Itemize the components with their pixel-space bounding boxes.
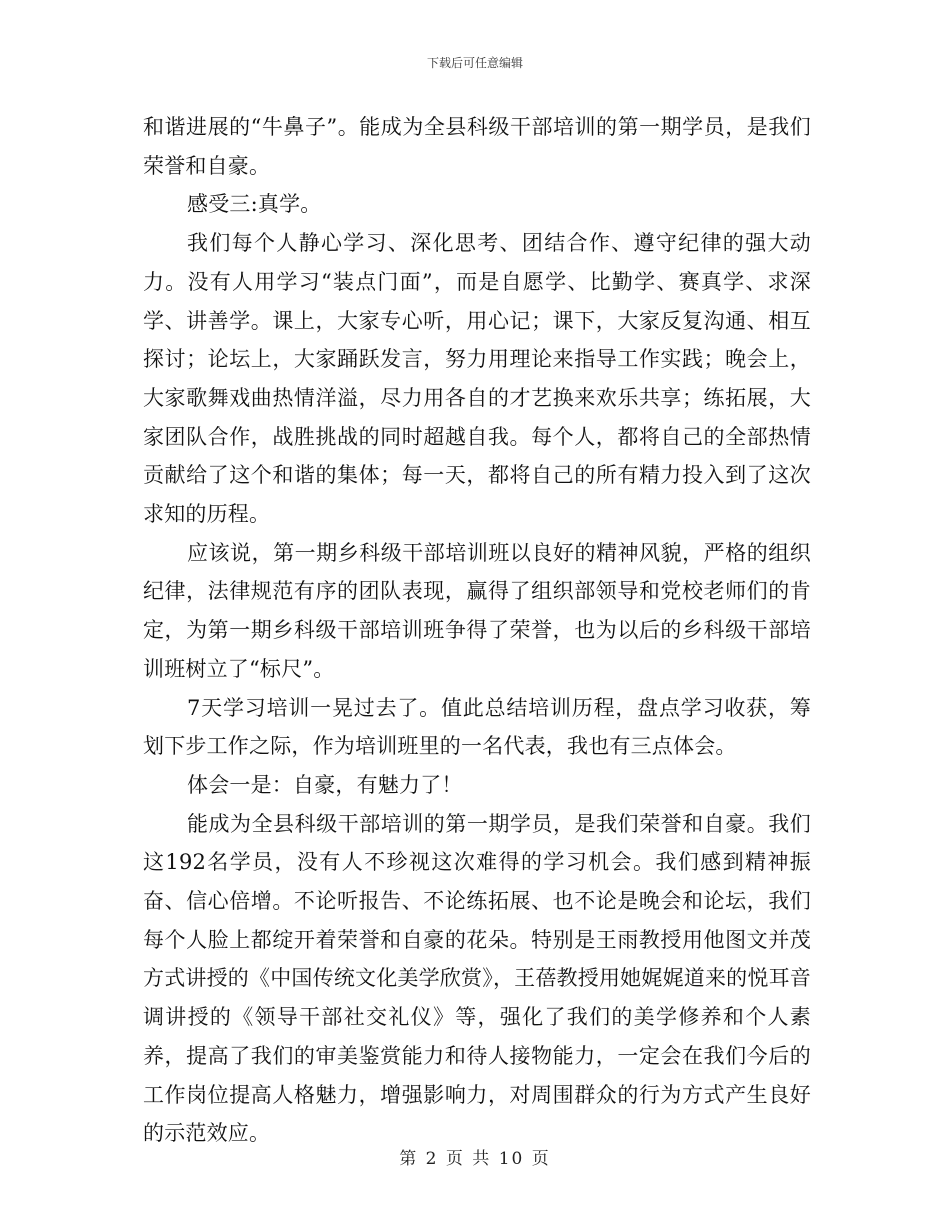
page-header: 下载后可任意编辑 [426, 56, 523, 70]
paragraph-pride-charm: 能成为全县科级干部培训的第一期学员，是我们荣誉和自豪。我们这192名学员，没有人不珍视这次难得的学习机会。我们感到精神振奋、信心倍增。不论听报告、不论练拓展、也不论是晚会和论坛，我们每个人脸上都绽开着荣誉和自豪的花朵。特别是王雨教授用他图文并茂方式讲授的《中国传统文化美学欣赏》，王蓓教授用她娓娓道来的悦耳音调讲授的《领导干部社交礼仪》等，强化了我们的美学修养和个人素养，提高了我们的审美鉴赏能力和待人接物能力，一定会在我们今后的工作岗位提高人格魅力，增强影响力，对周围群众的行为方式产生良好的示范效应。 [143, 811, 811, 1146]
paragraph-study-dynamics: 我们每个人静心学习、深化思考、团结合作、遵守纪律的强大动力。没有人用学习“装点门面”，而是自愿学、比勤学、赛真学、求深学、讲善学。课上，大家专心听，用心记；课下，大家反复沟通、相互探讨；论坛上，大家踊跃发言，努力用理论来指导工作实践；晚会上，大家歌舞戏曲热情洋溢，尽力用各自的才艺换来欢乐共享；练拓展，大家团队合作，战胜挑战的同时超越自我。每个人，都将自己的全部热情贡献给了这个和谐的集体；每一天，都将自己的所有精力投入到了这次求知的历程。 [143, 231, 811, 527]
paragraph-seven-days: 7天学习培训一晃过去了。值此总结培训历程，盘点学习收获，筹划下步工作之际，作为培训班里的一名代表，我也有三点体会。 [143, 695, 811, 759]
paragraph-continued: 和谐进展的“牛鼻子”。能成为全县科级干部培训的第一期学员，是我们荣誉和自豪。 [143, 115, 811, 178]
body-text [143, 108, 811, 1153]
paragraph-summary-praise: 应该说，第一期乡科级干部培训班以良好的精神风貌，严格的组织纪律，法律规范有序的团队表现，赢得了组织部领导和党校老师们的肯定，为第一期乡科级干部培训班争得了荣誉，也为以后的乡科级干部培训班树立了“标尺”。 [143, 540, 811, 681]
paragraph-heading-feeling-three: 感受三:真学。 [187, 192, 322, 217]
page-footer: 第 2 页 共 10 页 [399, 1149, 551, 1169]
paragraph-heading-experience-one: 体会一是：自豪，有魅力了！ [187, 772, 463, 797]
